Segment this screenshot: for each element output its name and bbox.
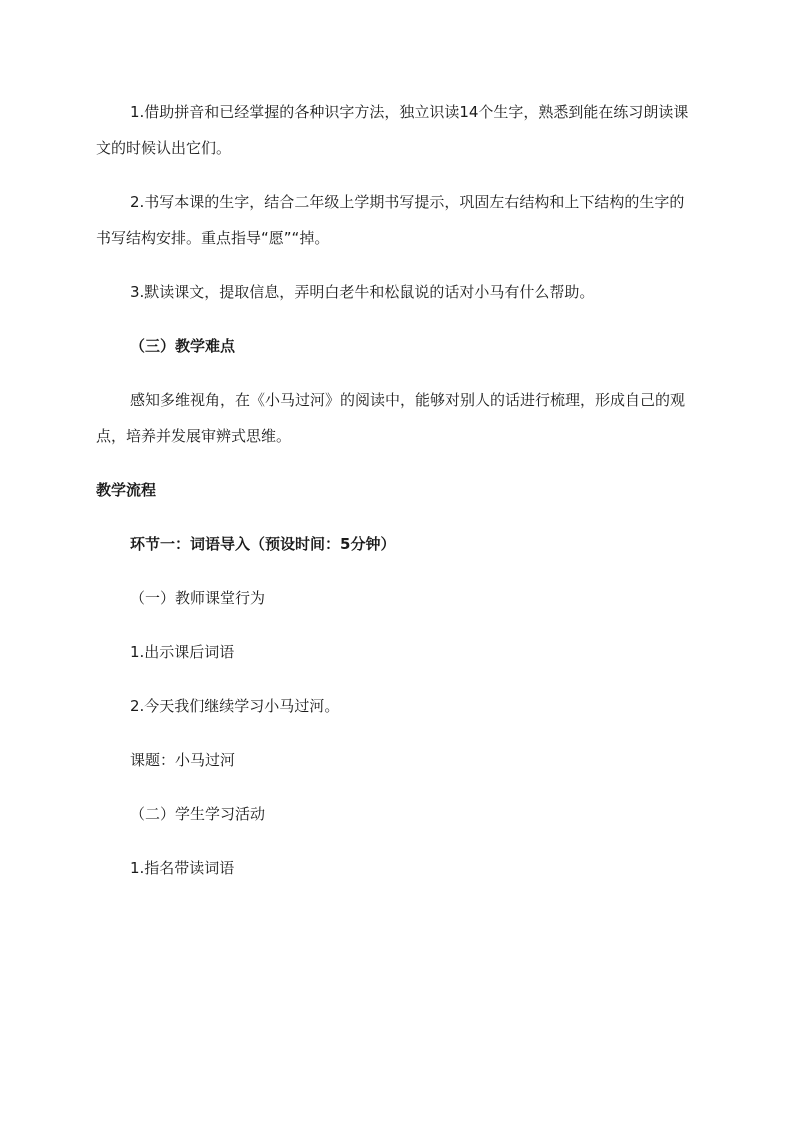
teacher-action-2: 2.今天我们继续学习小马过河。: [130, 697, 340, 715]
lesson-title: 课题：小马过河: [130, 751, 236, 769]
process-heading: 教学流程: [96, 481, 157, 499]
goal-3-paragraph: 3.默读课文，提取信息，弄明白老牛和松鼠说的话对小马有什么帮助。: [130, 283, 595, 301]
teacher-actions-heading: （一）教师课堂行为: [130, 589, 266, 607]
goal-2-paragraph: 2.书写本课的生字，结合二年级上学期书写提示，巩固左右结构和上下结构的生字的书写结构安排。重点指导“愿”“掉。: [96, 193, 685, 247]
teacher-action-1: 1.出示课后词语: [130, 643, 235, 661]
difficulty-heading: （三）教学难点: [130, 337, 236, 355]
goal-1-paragraph: 1.借助拼音和已经掌握的各种识字方法，独立识读14个生字，熟悉到能在练习朗读课文的时候认出它们。: [96, 103, 689, 157]
student-activity-1: 1.指名带读词语: [130, 859, 235, 877]
student-activity-heading: （二）学生学习活动: [130, 805, 266, 823]
difficulty-paragraph: 感知多维视角，在《小马过河》的阅读中，能够对别人的话进行梳理，形成自己的观点，培养并发展审辨式思维。: [96, 391, 686, 445]
document-content: [96, 94, 698, 904]
step-1-heading: 环节一：词语导入（预设时间：5分钟）: [130, 535, 396, 553]
